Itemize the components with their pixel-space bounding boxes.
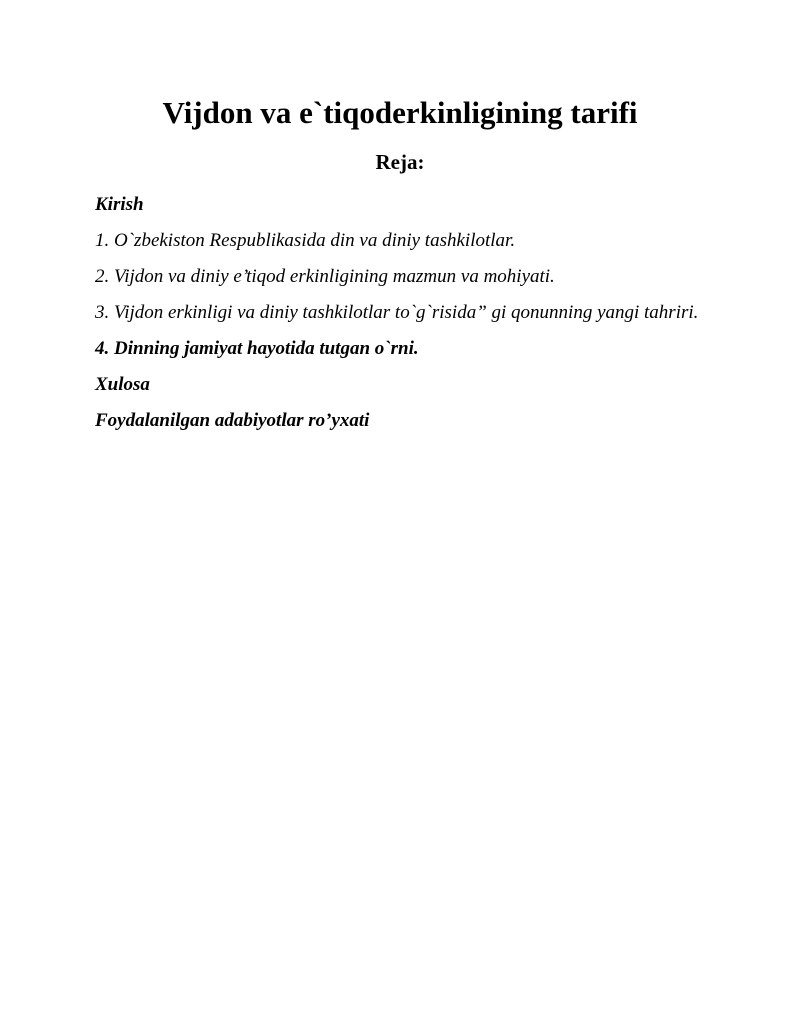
outline-item-2: 2. Vijdon va diniy e’tiqod erkinligining mazmun va mohiyati. [95, 266, 555, 287]
outline-item-intro: Kirish [95, 194, 144, 215]
outline-item-conclusion: Xulosa [95, 374, 150, 395]
outline-item-references: Foydalanilgan adabiyotlar ro’yxati [95, 410, 370, 431]
plan-heading: Reja: [375, 150, 425, 174]
outline-item-3: 3. Vijdon erkinligi va diniy tashkilotlar to`g`risida” gi qonunning yangi tahriri. [95, 302, 699, 323]
plan-outline [95, 187, 707, 439]
outline-item-1: 1. O`zbekiston Respublikasida din va diniy tashkilotlar. [95, 230, 516, 251]
outline-item-4: 4. Dinning jamiyat hayotida tutgan o`rni. [95, 338, 419, 359]
page-title: Vijdon va e`tiqoderkinligining tarifi [162, 95, 638, 130]
